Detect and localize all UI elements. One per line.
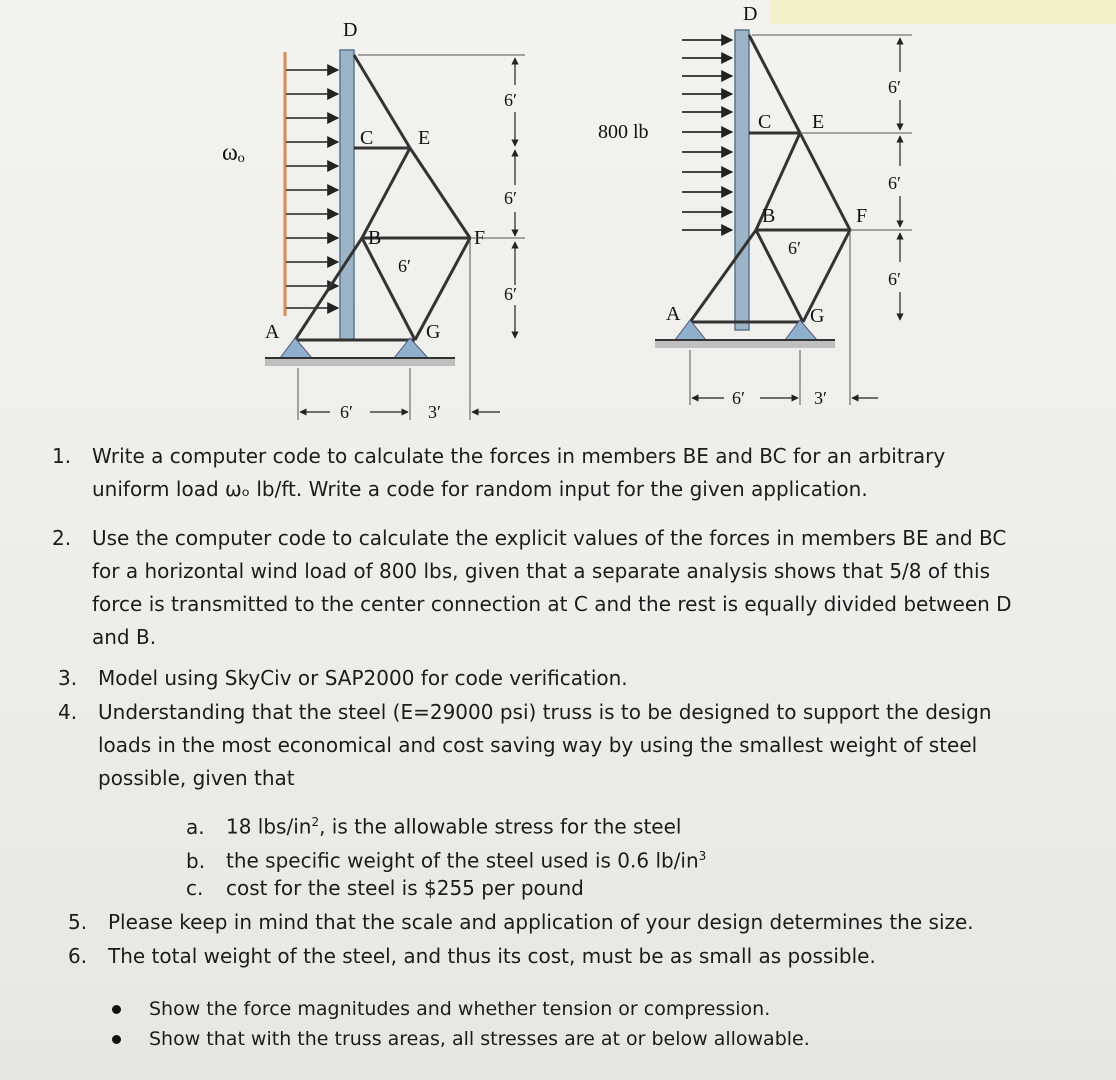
question-6 xyxy=(68,940,876,973)
label-node-F: F xyxy=(474,227,486,249)
truss-figure xyxy=(0,0,1116,440)
subitem-letter: c. xyxy=(186,876,204,900)
question-3 xyxy=(58,662,628,695)
question-number: 1. xyxy=(52,444,72,468)
label-node-A: A xyxy=(265,321,280,343)
question-1 xyxy=(52,440,945,506)
question-number: 6. xyxy=(68,944,88,968)
right-horizontal-dimension xyxy=(690,232,878,405)
bullet-item xyxy=(112,998,770,1020)
label-node-E: E xyxy=(418,127,431,149)
bullet-text: Show the force magnitudes and whether tension or compression. xyxy=(149,998,771,1020)
question-line: force is transmitted to the center connection at C and the rest is equally divided between D xyxy=(92,592,1012,616)
question-line: uniform load ωₒ lb/ft. Write a code for random input for the given application. xyxy=(92,477,868,501)
question-number: 5. xyxy=(68,910,88,934)
label-node-D-right: D xyxy=(743,3,758,25)
question-number: 4. xyxy=(58,700,78,724)
label-node-F-right: F xyxy=(856,205,868,227)
question-line: Understanding that the steel (E=29000 psi) truss is to be designed to support the design xyxy=(98,700,992,724)
question-number: 2. xyxy=(52,526,72,550)
bullet-text: Show that with the truss areas, all stresses are at or below allowable. xyxy=(149,1028,810,1050)
bullet-dot-icon xyxy=(112,1005,121,1014)
subitem-letter: a. xyxy=(186,814,205,839)
label-node-A-right: A xyxy=(666,303,681,325)
vertical-dim-2-right: 6′ xyxy=(888,173,901,193)
subitem-text: the specific weight of the steel used is 0.6 lb/in xyxy=(226,848,699,873)
question-line: and B. xyxy=(92,625,157,649)
question-line: The total weight of the steel, and thus its cost, must be as small as possible. xyxy=(108,944,876,968)
load-symbol: ωₒ xyxy=(222,140,245,166)
label-node-D: D xyxy=(343,19,358,41)
bullet-item xyxy=(112,1028,810,1050)
horizontal-dim-2: 3′ xyxy=(428,402,441,422)
wind-load-arrows xyxy=(682,40,732,230)
question-number: 3. xyxy=(58,666,78,690)
subitem-a xyxy=(186,806,681,844)
question-line: possible, given that xyxy=(98,766,295,790)
right-truss xyxy=(598,3,912,408)
label-node-B-right: B xyxy=(762,205,776,227)
question-4 xyxy=(58,696,992,795)
question-5 xyxy=(68,906,974,939)
question-line: Please keep in mind that the scale and application of your design determines the size. xyxy=(108,910,974,934)
member-length-label-right: 6′ xyxy=(788,238,801,258)
left-truss xyxy=(222,19,525,422)
subitem-c xyxy=(186,872,584,905)
wind-load-label: 800 lb xyxy=(598,121,649,143)
vertical-dim-2: 6′ xyxy=(504,188,517,208)
left-column xyxy=(340,50,354,340)
right-column xyxy=(735,30,749,330)
question-2 xyxy=(52,522,1012,654)
vertical-dim-3-right: 6′ xyxy=(888,269,901,289)
label-node-C-right: C xyxy=(758,111,772,133)
subitem-superscript: 3 xyxy=(698,849,707,863)
bullet-dot-icon xyxy=(112,1035,121,1044)
right-members xyxy=(690,35,850,322)
label-node-B: B xyxy=(368,227,382,249)
label-node-E-right: E xyxy=(812,111,825,133)
subitem-text: 18 lbs/in xyxy=(226,814,312,839)
horizontal-dim-1: 6′ xyxy=(340,402,353,422)
horizontal-dim-2-right: 3′ xyxy=(814,388,827,408)
subitem-tail: , is the allowable stress for the steel xyxy=(319,814,682,839)
label-node-G: G xyxy=(426,321,441,343)
label-node-C: C xyxy=(360,127,374,149)
distributed-load xyxy=(285,52,338,316)
left-members xyxy=(295,55,470,340)
label-node-G-right: G xyxy=(810,305,825,327)
question-line: Model using SkyCiv or SAP2000 for code verification. xyxy=(98,666,628,690)
question-line: for a horizontal wind load of 800 lbs, given that a separate analysis shows that 5/8 of this xyxy=(92,559,990,583)
vertical-dim-3: 6′ xyxy=(504,284,517,304)
subitem-text: cost for the steel is $255 per pound xyxy=(226,876,584,900)
subitem-letter: b. xyxy=(186,848,206,873)
question-line: Use the computer code to calculate the explicit values of the forces in members BE and BC xyxy=(92,526,1007,550)
vertical-dim-1: 6′ xyxy=(504,90,517,110)
vertical-dim-1-right: 6′ xyxy=(888,77,901,97)
question-line: loads in the most economical and cost saving way by using the smallest weight of steel xyxy=(98,733,978,757)
horizontal-dim-1-right: 6′ xyxy=(732,388,745,408)
member-length-label: 6′ xyxy=(398,256,411,276)
question-line: Write a computer code to calculate the forces in members BE and BC for an arbitrary xyxy=(92,444,946,468)
subitem-superscript: 2 xyxy=(311,815,320,829)
